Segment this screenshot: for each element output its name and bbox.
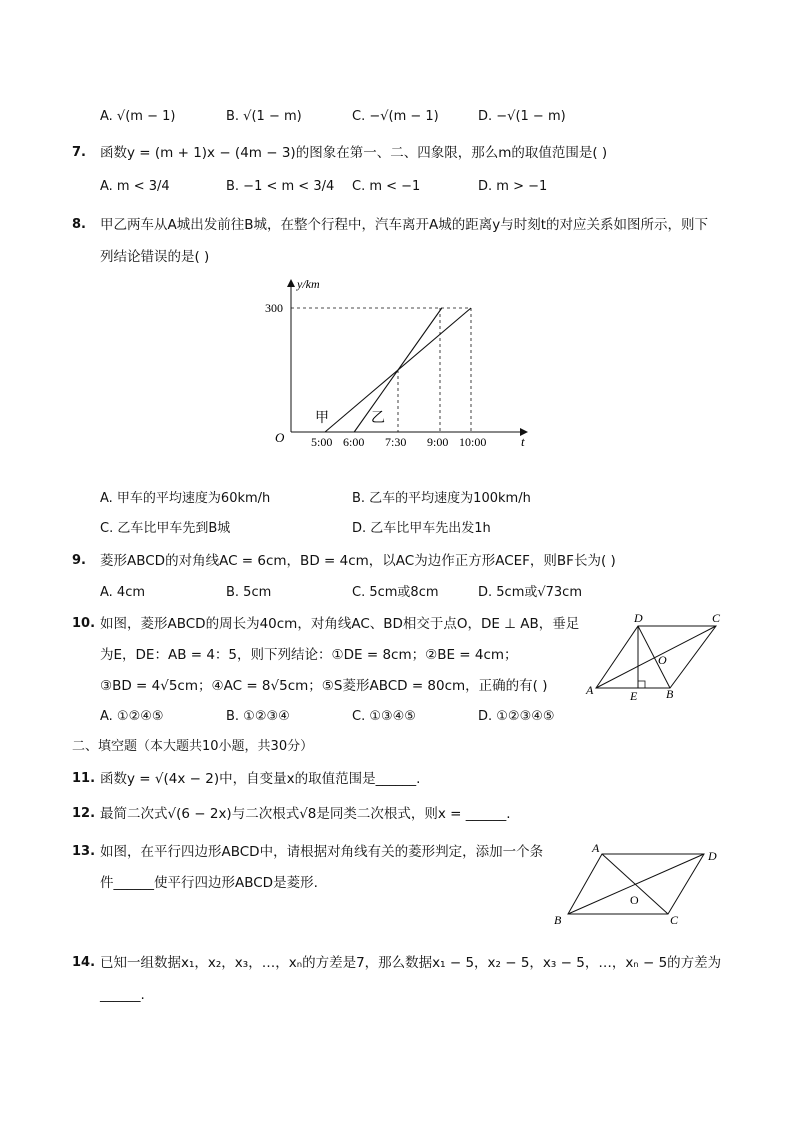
q12-text: 最简二次式√(6 − 2x)与二次根式√8是同类二次根式，则x = ______.: [100, 806, 511, 822]
q13-number: 13.: [72, 844, 96, 859]
q12-number: 12.: [72, 806, 96, 821]
q8-option-c: C. 乙车比甲车先到B城: [100, 521, 231, 536]
q8-distance-time-chart: [255, 270, 545, 460]
q8-number: 8.: [72, 217, 86, 232]
x-tick-500: 5:00: [311, 435, 333, 449]
label-o: O: [630, 893, 639, 907]
q10-option-d: D. ①②③④⑤: [478, 709, 555, 724]
q10-option-a: A. ①②④⑤: [100, 709, 164, 724]
origin-label: O: [275, 430, 285, 445]
q14-number: 14.: [72, 955, 96, 970]
label-a: A: [586, 683, 594, 697]
q7-option-d: D. m > −1: [478, 179, 548, 194]
section-2-heading: 二、填空题（本大题共10小题，共30分）: [72, 739, 314, 754]
q10-text-line1: 如图，菱形ABCD的周长为40cm，对角线AC、BD相交于点O，DE ⊥ AB，垂足: [100, 616, 580, 632]
q6-option-b: B. √(1 − m): [226, 109, 302, 124]
q8-option-a: A. 甲车的平均速度为60km/h: [100, 491, 271, 506]
q11-text: 函数y = √(4x − 2)中，自变量x的取值范围是______.: [100, 771, 421, 787]
q10-number: 10.: [72, 616, 96, 631]
q8-text-line1: 甲乙两车从A城出发前往B城，在整个行程中，汽车离开A城的距离y与时刻t的对应关系如图所示，则下: [100, 217, 709, 233]
q6-option-c: C. −√(m − 1): [352, 109, 439, 124]
right-angle-mark: [638, 681, 645, 688]
y-tick-300: 300: [265, 301, 283, 315]
q7-number: 7.: [72, 145, 86, 160]
x-tick-900: 9:00: [427, 435, 449, 449]
q10-rhombus-figure: [582, 608, 732, 704]
label-o: O: [658, 653, 667, 667]
q7-option-a: A. m < 3/4: [100, 179, 170, 194]
q13-text-line2: 件______使平行四边形ABCD是菱形.: [100, 875, 318, 891]
q7-text: 函数y = (m + 1)x − (4m − 3)的图象在第一、二、四象限，那么m的取值范围是( ): [100, 145, 608, 161]
q8-option-d: D. 乙车比甲车先出发1h: [352, 521, 491, 536]
q10-text-line2: 为E，DE：AB = 4：5，则下列结论：①DE = 8cm；②BE = 4cm；: [100, 647, 518, 663]
q14-text-line1: 已知一组数据x₁，x₂，x₃，…，xₙ的方差是7，那么数据x₁ − 5，x₂ − 5，x₃ − 5，…，xₙ − 5的方差为: [100, 955, 722, 971]
label-a: A: [592, 841, 600, 855]
q13-parallelogram-figure: [548, 838, 728, 930]
label-b: B: [554, 913, 562, 927]
q9-option-a: A. 4cm: [100, 585, 146, 600]
q7-option-c: C. m < −1: [352, 179, 421, 194]
diagonal-ac: [596, 626, 716, 688]
label-c: C: [712, 611, 721, 625]
series-jia-label: 甲: [315, 411, 329, 426]
x-tick-1000: 10:00: [459, 435, 487, 449]
q6-option-a: A. √(m − 1): [100, 109, 176, 124]
q13-text-line1: 如图，在平行四边形ABCD中，请根据对角线有关的菱形判定，添加一个条: [100, 844, 544, 860]
q9-option-d: D. 5cm或√73cm: [478, 585, 582, 600]
q9-number: 9.: [72, 553, 86, 568]
x-tick-600: 6:00: [343, 435, 365, 449]
label-d: D: [634, 611, 643, 625]
series-yi-label: 乙: [371, 411, 385, 426]
x-axis-label: t: [521, 434, 525, 449]
q10-option-c: C. ①③④⑤: [352, 709, 416, 724]
x-tick-730: 7:30: [385, 435, 407, 449]
q8-text-line2: 列结论错误的是( ): [100, 249, 210, 265]
q9-option-c: C. 5cm或8cm: [352, 585, 439, 600]
label-d: D: [708, 849, 717, 863]
label-e: E: [630, 689, 638, 703]
q8-option-b: B. 乙车的平均速度为100km/h: [352, 491, 531, 506]
q10-option-b: B. ①②③④: [226, 709, 290, 724]
q14-text-line2: ______.: [100, 987, 145, 1003]
q6-option-d: D. −√(1 − m): [478, 109, 566, 124]
q7-option-b: B. −1 < m < 3/4: [226, 179, 335, 194]
label-b: B: [666, 687, 674, 701]
q9-option-b: B. 5cm: [226, 585, 272, 600]
y-axis-label: y/km: [297, 277, 320, 291]
q9-text: 菱形ABCD的对角线AC = 6cm，BD = 4cm，以AC为边作正方形ACEF，则BF长为( ): [100, 553, 616, 569]
label-c: C: [670, 913, 679, 927]
q11-number: 11.: [72, 771, 96, 786]
q10-text-line3: ③BD = 4√5cm；④AC = 8√5cm；⑤S菱形ABCD = 80cm，正确的有( ): [100, 678, 548, 694]
